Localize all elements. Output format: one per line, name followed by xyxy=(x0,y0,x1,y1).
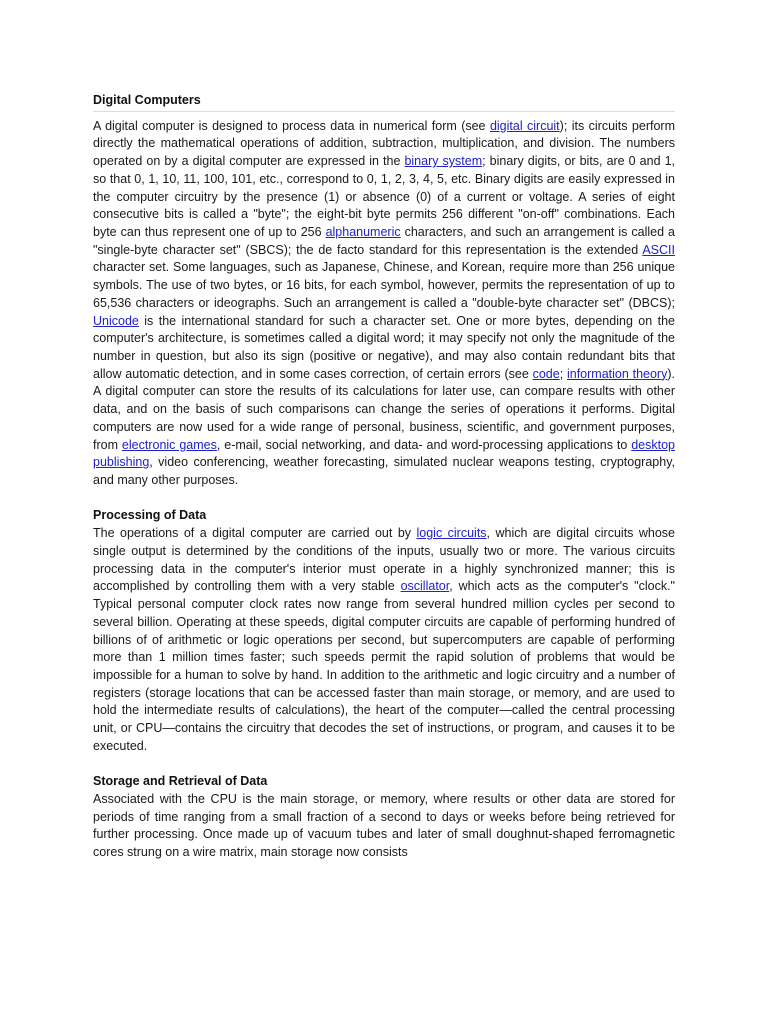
section-body-digital-computers xyxy=(93,118,675,490)
link-logic-circuits[interactable]: logic circuits xyxy=(416,526,487,541)
link-ascii[interactable]: ASCII xyxy=(642,242,675,257)
section-heading-storage-and-retrieval: Storage and Retrieval of Data xyxy=(93,774,268,789)
text-run: , e-mail, social networking, and data- and word-processing applications to xyxy=(216,437,632,452)
text-run: , which are digital circuits whose single output is determined by the conditions of the inputs, usually two or more. The various circuits processing data in the computer's interior must operate in a highly synchronized manner; this is accomplished by controlling them with a very stable xyxy=(93,526,676,594)
text-run: ); its circuits perform directly the mathematical operations of addition, subtraction, multiplication, and division. The numbers operated on by a digital computer are expressed in the xyxy=(93,118,675,169)
document-page xyxy=(93,92,675,862)
text-run: A digital computer is designed to process data in numerical form (see xyxy=(93,118,490,133)
link-code[interactable]: code xyxy=(532,366,560,381)
text-run: ; xyxy=(559,366,567,381)
text-run: , which acts as the computer's "clock." Typical personal computer clock rates now range from several hundred million cycles per second to several billion. Operating at these speeds, digital computer circuits are capable of performing hundred of billions of of arithmetic or logic operations per second, but supercomputers are capable of performing more than 1 million times faster; such speeds permit the rapid solution of problems that would be impossible for a human to solve by hand. In addition to the arithmetic and logic circuitry and a number of registers (storage locations that can be accessed faster than main storage, or memory, and are used to hold the intermediate results of calculations), the heart of the computer—called the central processing unit, or CPU—contains the circuitry that decodes the set of instructions, or program, and causes it to be executed. xyxy=(93,579,675,753)
text-run: , video conferencing, weather forecasting, simulated nuclear weapons testing, cryptography, and many other purposes. xyxy=(93,455,675,488)
text-run: The operations of a digital computer are carried out by xyxy=(93,526,417,541)
section-body-storage-and-retrieval xyxy=(93,791,675,862)
text-run: Associated with the CPU is the main storage, or memory, where results or other data are stored for periods of time ranging from a small fraction of a second to days or weeks before being retrieved for further processing. Once made up of vacuum tubes and later of small doughnut-shaped ferromagnetic cores strung on a wire matrix, main storage now consists xyxy=(93,791,675,860)
text-run: is the international standard for such a character set. One or more bytes, depending on the computer's architecture, is sometimes called a digital word; it may specify not only the magnitude of the number in question, but also its sign (positive or negative), and may also contain redundant bits that allow automatic detection, and in some cases correction, of certain errors (see xyxy=(93,313,675,381)
link-information-theory[interactable]: information theory xyxy=(566,366,668,381)
link-desktop-publishing[interactable]: desktop publishing xyxy=(93,437,675,470)
text-run: character set. Some languages, such as Japanese, Chinese, and Korean, require more than 256 unique symbols. The use of two bytes, or 16 bits, for each symbol, however, permits the representation of up to 65,536 characters or ideographs. Such an arrangement is called a "double-byte character set" (DBCS); xyxy=(93,260,675,310)
link-electronic-games[interactable]: electronic games xyxy=(121,437,217,452)
text-run: ; binary digits, or bits, are 0 and 1, so that 0, 1, 10, 11, 100, 101, etc., correspond to 0, 1, 2, 3, 4, 5, etc. Binary digits are easily expressed in the computer circuitry by the presence (1) or absence (0) of a current or voltage. A series of eight consecutive bits is called a "byte"; the eight-bit byte permits 256 different "on-off" combinations. Each byte can thus represent one of up to 256 xyxy=(93,154,676,240)
section-heading-processing-of-data: Processing of Data xyxy=(93,508,207,523)
link-alphanumeric[interactable]: alphanumeric xyxy=(325,225,401,240)
section-heading-digital-computers: Digital Computers xyxy=(93,92,675,112)
link-binary-system[interactable]: binary system xyxy=(404,154,483,169)
link-unicode[interactable]: Unicode xyxy=(93,313,139,328)
text-run: characters, and such an arrangement is called a "single-byte character set" (SBCS); the de facto standard for this representation is the extended xyxy=(93,225,676,257)
text-run: ). A digital computer can store the results of its calculations for later use, can compare results with other data, and on the basis of such comparisons can change the series of operations it performs. Digital computers are now used for a wide range of personal, business, scientific, and government purposes, from xyxy=(93,366,675,452)
link-digital-circuit[interactable]: digital circuit xyxy=(489,118,560,133)
link-oscillator[interactable]: oscillator xyxy=(400,579,450,594)
section-body-processing-of-data xyxy=(93,525,675,755)
